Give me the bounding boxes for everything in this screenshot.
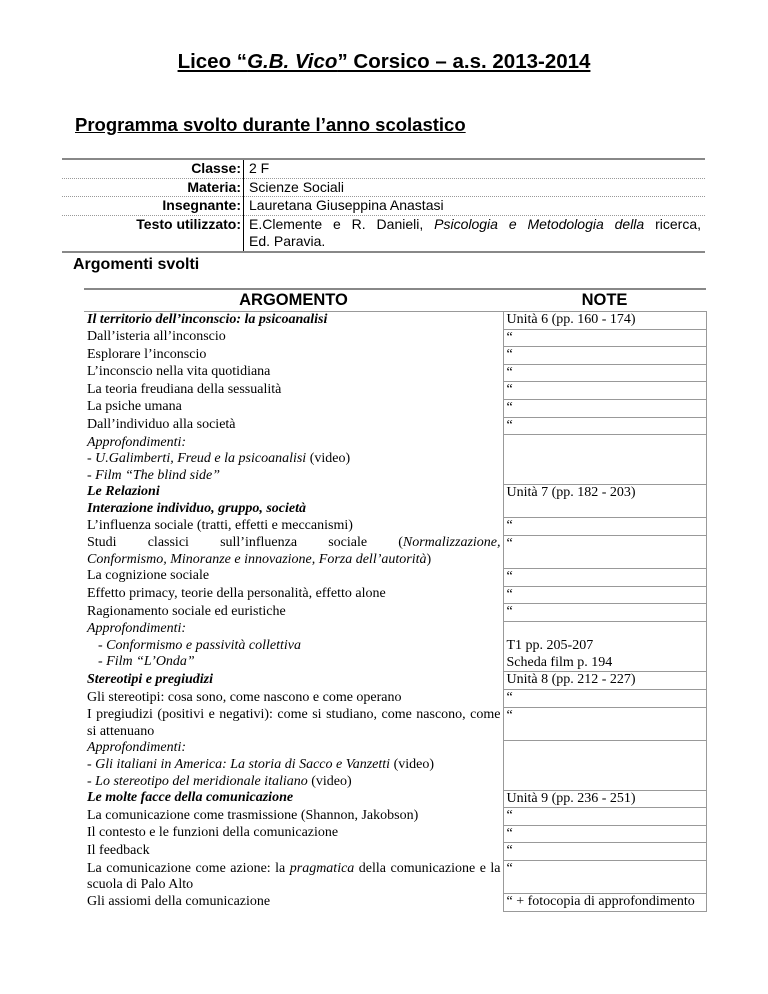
topic-text: Il contesto e le funzioni della comunicazione bbox=[87, 825, 339, 841]
table-header bbox=[84, 289, 706, 312]
note-cell: “ bbox=[503, 382, 706, 400]
table-row bbox=[84, 518, 706, 536]
topics-table bbox=[84, 288, 707, 912]
table-row bbox=[84, 568, 706, 586]
topic-text: Ragionamento sociale ed euristiche bbox=[87, 603, 286, 619]
topic-text: I pregiudizi (positivi e negativi): come si studiano, come nascono, come si attenuano bbox=[87, 707, 501, 739]
course-info-table bbox=[62, 158, 705, 253]
table-row bbox=[84, 312, 706, 330]
topic-text: Approfondimenti: - U.Galimberti, Freud e la psicoanalisi (video) - Film “The blind side” bbox=[87, 434, 351, 483]
table-row bbox=[84, 690, 706, 708]
note-cell: “ bbox=[503, 535, 706, 568]
topic-text: L’influenza sociale (tratti, effetti e meccanismi) bbox=[87, 517, 353, 533]
document-subtitle: Programma svolto durante l’anno scolastico bbox=[75, 114, 466, 135]
note-cell: “ bbox=[503, 329, 706, 347]
table-row bbox=[84, 586, 706, 604]
table-row bbox=[84, 364, 706, 382]
note-cell: “ bbox=[503, 518, 706, 536]
note-cell: “ bbox=[503, 364, 706, 382]
insegnante-label: Insegnante: bbox=[62, 197, 244, 216]
table-row bbox=[84, 621, 706, 672]
table-row bbox=[84, 861, 706, 894]
topic-text: Gli stereotipi: cosa sono, come nascono e come operano bbox=[87, 689, 402, 705]
note-cell: “ + fotocopia di approfondimento bbox=[503, 894, 706, 912]
topic-text: La cognizione sociale bbox=[87, 568, 210, 584]
table-row bbox=[84, 707, 706, 740]
note-cell: Unità 9 (pp. 236 - 251) bbox=[503, 790, 706, 808]
table-row bbox=[84, 347, 706, 365]
topic-text: Gli assiomi della comunicazione bbox=[87, 893, 271, 909]
note-cell: “ bbox=[503, 568, 706, 586]
topic-text: Effetto primacy, teorie della personalità, effetto alone bbox=[87, 586, 386, 601]
materia-label: Materia: bbox=[62, 178, 244, 197]
table-row bbox=[84, 604, 706, 622]
table-row bbox=[84, 843, 706, 861]
table-row bbox=[84, 435, 706, 485]
note-cell bbox=[503, 740, 706, 790]
note-cell: Unità 8 (pp. 212 - 227) bbox=[503, 672, 706, 690]
topic-text: Dall’isteria all’inconscio bbox=[87, 329, 226, 345]
note-cell: Unità 6 (pp. 160 - 174) bbox=[503, 312, 706, 330]
note-cell: “ bbox=[503, 417, 706, 435]
section-title: Argomenti svolti bbox=[73, 256, 200, 273]
note-cell bbox=[503, 435, 706, 485]
classe-value: 2 F bbox=[244, 159, 706, 178]
topic-text: Approfondimenti: - Conformismo e passività collettiva - Film “L’Onda” bbox=[87, 621, 301, 670]
topic-text: Approfondimenti: - Gli italiani in America: La storia di Sacco e Vanzetti (video) - Lo stereotipo del meridionale italiano (video) bbox=[87, 740, 434, 789]
topic-text: L’inconscio nella vita quotidiana bbox=[87, 364, 271, 380]
document-title: Liceo “G.B. Vico” Corsico – a.s. 2013-2014 bbox=[177, 50, 591, 73]
table-row bbox=[84, 484, 706, 517]
topic-text: La teoria freudiana della sessualità bbox=[87, 381, 282, 397]
table-row bbox=[84, 382, 706, 400]
header-note: NOTE bbox=[503, 289, 706, 312]
table-row bbox=[84, 399, 706, 417]
topic-heading: Le Relazioni Interazione individuo, gruppo, società bbox=[87, 484, 306, 517]
note-cell: “ bbox=[503, 808, 706, 826]
header-argomento: ARGOMENTO bbox=[84, 289, 503, 312]
testo-value: E.Clemente e R. Danieli, Psicologia e Metodologia della ricerca, Ed. Paravia. bbox=[244, 215, 706, 252]
info-row-testo bbox=[62, 215, 705, 252]
note-cell: “ bbox=[503, 347, 706, 365]
topic-heading: Le molte facce della comunicazione bbox=[87, 790, 294, 806]
table-row bbox=[84, 417, 706, 435]
note-cell: “ bbox=[503, 604, 706, 622]
insegnante-value: Lauretana Giuseppina Anastasi bbox=[244, 197, 706, 216]
table-row bbox=[84, 808, 706, 826]
table-row bbox=[84, 790, 706, 808]
table-row bbox=[84, 672, 706, 690]
note-cell: “ bbox=[503, 843, 706, 861]
topic-text: Il feedback bbox=[87, 842, 150, 858]
note-cell: “ bbox=[503, 586, 706, 604]
note-cell: T1 pp. 205-207 Scheda film p. 194 bbox=[503, 621, 706, 672]
info-row-insegnante bbox=[62, 197, 705, 216]
table-row bbox=[84, 825, 706, 843]
topic-text: Esplorare l’inconscio bbox=[87, 346, 207, 362]
topic-text: La comunicazione come trasmissione (Shannon, Jakobson) bbox=[87, 807, 419, 823]
topic-text: Dall’individuo alla società bbox=[87, 417, 236, 433]
table-row bbox=[84, 329, 706, 347]
note-cell: “ bbox=[503, 690, 706, 708]
classe-label: Classe: bbox=[62, 159, 244, 178]
topic-text: Studi classici sull’influenza sociale (Normalizzazione, Conformismo, Minoranze e innovazione, Forza dell’autorità) bbox=[87, 535, 501, 567]
note-cell: “ bbox=[503, 399, 706, 417]
table-row bbox=[84, 740, 706, 790]
note-cell: Unità 7 (pp. 182 - 203) bbox=[503, 484, 706, 517]
note-cell: “ bbox=[503, 707, 706, 740]
info-row-materia bbox=[62, 178, 705, 197]
note-cell: “ bbox=[503, 861, 706, 894]
topic-text: La comunicazione come azione: la pragmatica della comunicazione e la scuola di Palo Alto bbox=[87, 860, 501, 893]
topic-heading: Il territorio dell’inconscio: la psicoanalisi bbox=[87, 312, 328, 327]
table-row bbox=[84, 535, 706, 568]
note-cell: “ bbox=[503, 825, 706, 843]
testo-label: Testo utilizzato: bbox=[62, 215, 244, 252]
topic-text: La psiche umana bbox=[87, 399, 182, 415]
topic-heading: Stereotipi e pregiudizi bbox=[87, 671, 213, 687]
materia-value: Scienze Sociali bbox=[244, 178, 706, 197]
info-row-classe bbox=[62, 159, 705, 178]
table-row bbox=[84, 894, 706, 912]
